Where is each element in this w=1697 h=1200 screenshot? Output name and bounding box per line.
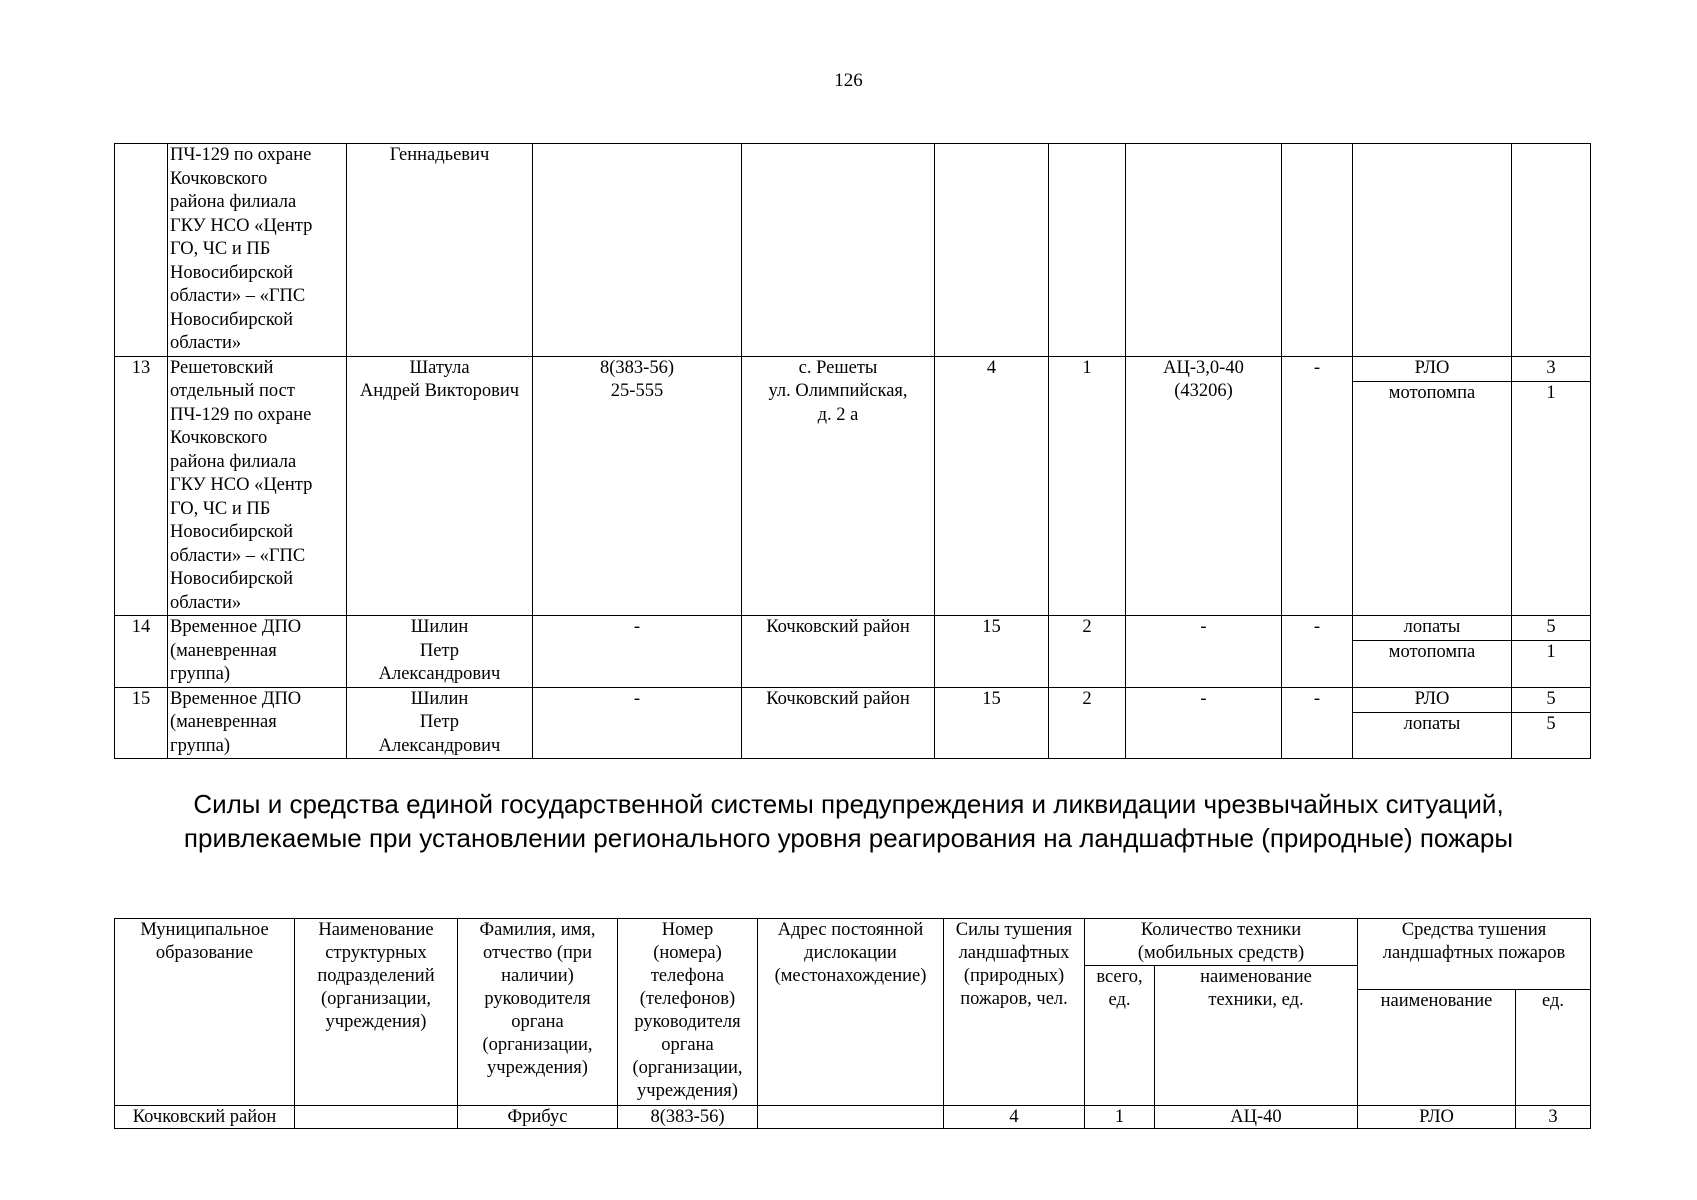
unit-name: Временное ДПО (маневренная группа) bbox=[168, 616, 347, 688]
equipment-item: РЛО bbox=[1353, 688, 1511, 713]
header-forces: Силы тушения ландшафтных (природных) пожаров, чел. bbox=[944, 919, 1085, 1106]
header-tech-group: Количество техники (мобильных средств) bbox=[1085, 919, 1358, 966]
address: с. Решеты ул. Олимпийская, д. 2 а bbox=[742, 356, 935, 616]
equipment-name bbox=[1353, 616, 1512, 688]
col9-value: - bbox=[1282, 356, 1353, 616]
cell-head-name: Фрибус bbox=[458, 1106, 618, 1129]
equipment-unit: 5 bbox=[1512, 688, 1590, 713]
equipment-name bbox=[1353, 144, 1512, 357]
table-row bbox=[115, 1106, 1591, 1129]
equipment-item: мотопомпа bbox=[1388, 642, 1476, 662]
equipment-units bbox=[1512, 687, 1591, 759]
section-title-line: привлекаемые при установлении регионального уровня реагирования на ландшафтные (природные) пожары bbox=[183, 823, 1514, 853]
equipment-unit: 1 bbox=[1546, 642, 1556, 662]
head-name: Шилин Петр Александрович bbox=[347, 616, 533, 688]
head-name: Шатула Андрей Викторович bbox=[347, 356, 533, 616]
phone: - bbox=[533, 616, 742, 688]
header-subdivisions: Наименование структурных подразделений (организации, учреждения) bbox=[295, 919, 458, 1106]
equipment-unit: 5 bbox=[1512, 616, 1590, 641]
header-tech-total: всего, ед. bbox=[1085, 966, 1155, 1106]
header-address: Адрес постоянной дислокации (местонахождение) bbox=[758, 919, 944, 1106]
header-head-name: Фамилия, имя, отчество (при наличии) руководителя органа (организации, учреждения) bbox=[458, 919, 618, 1106]
address bbox=[742, 144, 935, 357]
equipment-unit: 3 bbox=[1512, 357, 1590, 382]
equipment-name bbox=[1353, 687, 1512, 759]
equipment-item: лопаты bbox=[1403, 713, 1461, 734]
tech-name: - bbox=[1126, 687, 1282, 759]
cell-tech-name: АЦ-40 bbox=[1155, 1106, 1358, 1129]
section-title-line: Силы и средства единой государственной системы предупреждения и ликвидации чрезвычайных ситуаций, bbox=[193, 789, 1504, 819]
cell-means-name: РЛО bbox=[1358, 1106, 1516, 1129]
cell-subdivisions bbox=[295, 1106, 458, 1129]
phone bbox=[533, 144, 742, 357]
phone: - bbox=[533, 687, 742, 759]
section-title bbox=[0, 787, 1697, 855]
header-tech-name: наименование техники, ед. bbox=[1155, 966, 1358, 1106]
header-means-name: наименование bbox=[1358, 990, 1516, 1106]
header-row bbox=[115, 919, 1591, 966]
cell-municipality: Кочковский район bbox=[115, 1106, 295, 1129]
cell-forces: 4 bbox=[944, 1106, 1085, 1129]
table-row bbox=[115, 144, 1591, 357]
col9-value bbox=[1282, 144, 1353, 357]
equipment-units bbox=[1512, 144, 1591, 357]
tech-total: 1 bbox=[1049, 356, 1126, 616]
table-row bbox=[115, 356, 1591, 616]
forces-count: 4 bbox=[935, 356, 1049, 616]
tech-name: - bbox=[1126, 616, 1282, 688]
header-means-units: ед. bbox=[1516, 990, 1591, 1106]
phone: 8(383-56) 25-555 bbox=[533, 356, 742, 616]
cell-tech-total: 1 bbox=[1085, 1106, 1155, 1129]
header-means-group: Средства тушения ландшафтных пожаров bbox=[1358, 919, 1591, 990]
col9-value: - bbox=[1282, 687, 1353, 759]
header-municipality: Муниципальное образование bbox=[115, 919, 295, 1106]
equipment-name bbox=[1353, 356, 1512, 616]
equipment-units bbox=[1512, 616, 1591, 688]
header-phone: Номер (номера) телефона (телефонов) руководителя органа (организации, учреждения) bbox=[618, 919, 758, 1106]
equipment-item: лопаты bbox=[1353, 616, 1511, 641]
cell-means-units: 3 bbox=[1516, 1106, 1591, 1129]
tech-total: 2 bbox=[1049, 687, 1126, 759]
unit-name: ПЧ-129 по охране Кочковского района филиала ГКУ НСО «Центр ГО, ЧС и ПБ Новосибирской области» – «ГПС Новосибирской области» bbox=[168, 144, 347, 357]
forces-table-continued bbox=[114, 143, 1591, 759]
equipment-item: мотопомпа bbox=[1388, 382, 1476, 403]
forces-count: 15 bbox=[935, 616, 1049, 688]
regional-forces-table bbox=[114, 918, 1591, 1129]
cell-address bbox=[758, 1106, 944, 1129]
forces-count: 15 bbox=[935, 687, 1049, 759]
tech-total: 2 bbox=[1049, 616, 1126, 688]
equipment-unit: 5 bbox=[1546, 713, 1556, 734]
row-number: 15 bbox=[115, 687, 168, 759]
head-name: Геннадьевич bbox=[347, 144, 533, 357]
forces-count bbox=[935, 144, 1049, 357]
unit-name: Временное ДПО (маневренная группа) bbox=[168, 687, 347, 759]
tech-name bbox=[1126, 144, 1282, 357]
tech-name: АЦ-3,0-40 (43206) bbox=[1126, 356, 1282, 616]
head-name: Шилин Петр Александрович bbox=[347, 687, 533, 759]
row-number: 14 bbox=[115, 616, 168, 688]
unit-name: Решетовский отдельный пост ПЧ-129 по охране Кочковского района филиала ГКУ НСО «Центр ГО, ЧС и ПБ Новосибирской области» – «ГПС Новосибирской области» bbox=[168, 356, 347, 616]
tech-total bbox=[1049, 144, 1126, 357]
col9-value: - bbox=[1282, 616, 1353, 688]
row-number: 13 bbox=[115, 356, 168, 616]
address: Кочковский район bbox=[742, 687, 935, 759]
equipment-units bbox=[1512, 356, 1591, 616]
row-number bbox=[115, 144, 168, 357]
table-row bbox=[115, 616, 1591, 688]
table-row bbox=[115, 687, 1591, 759]
equipment-item: РЛО bbox=[1353, 357, 1511, 382]
equipment-unit: 1 bbox=[1546, 382, 1556, 403]
cell-phone: 8(383-56) bbox=[618, 1106, 758, 1129]
page-number: 126 bbox=[834, 70, 863, 91]
address: Кочковский район bbox=[742, 616, 935, 688]
